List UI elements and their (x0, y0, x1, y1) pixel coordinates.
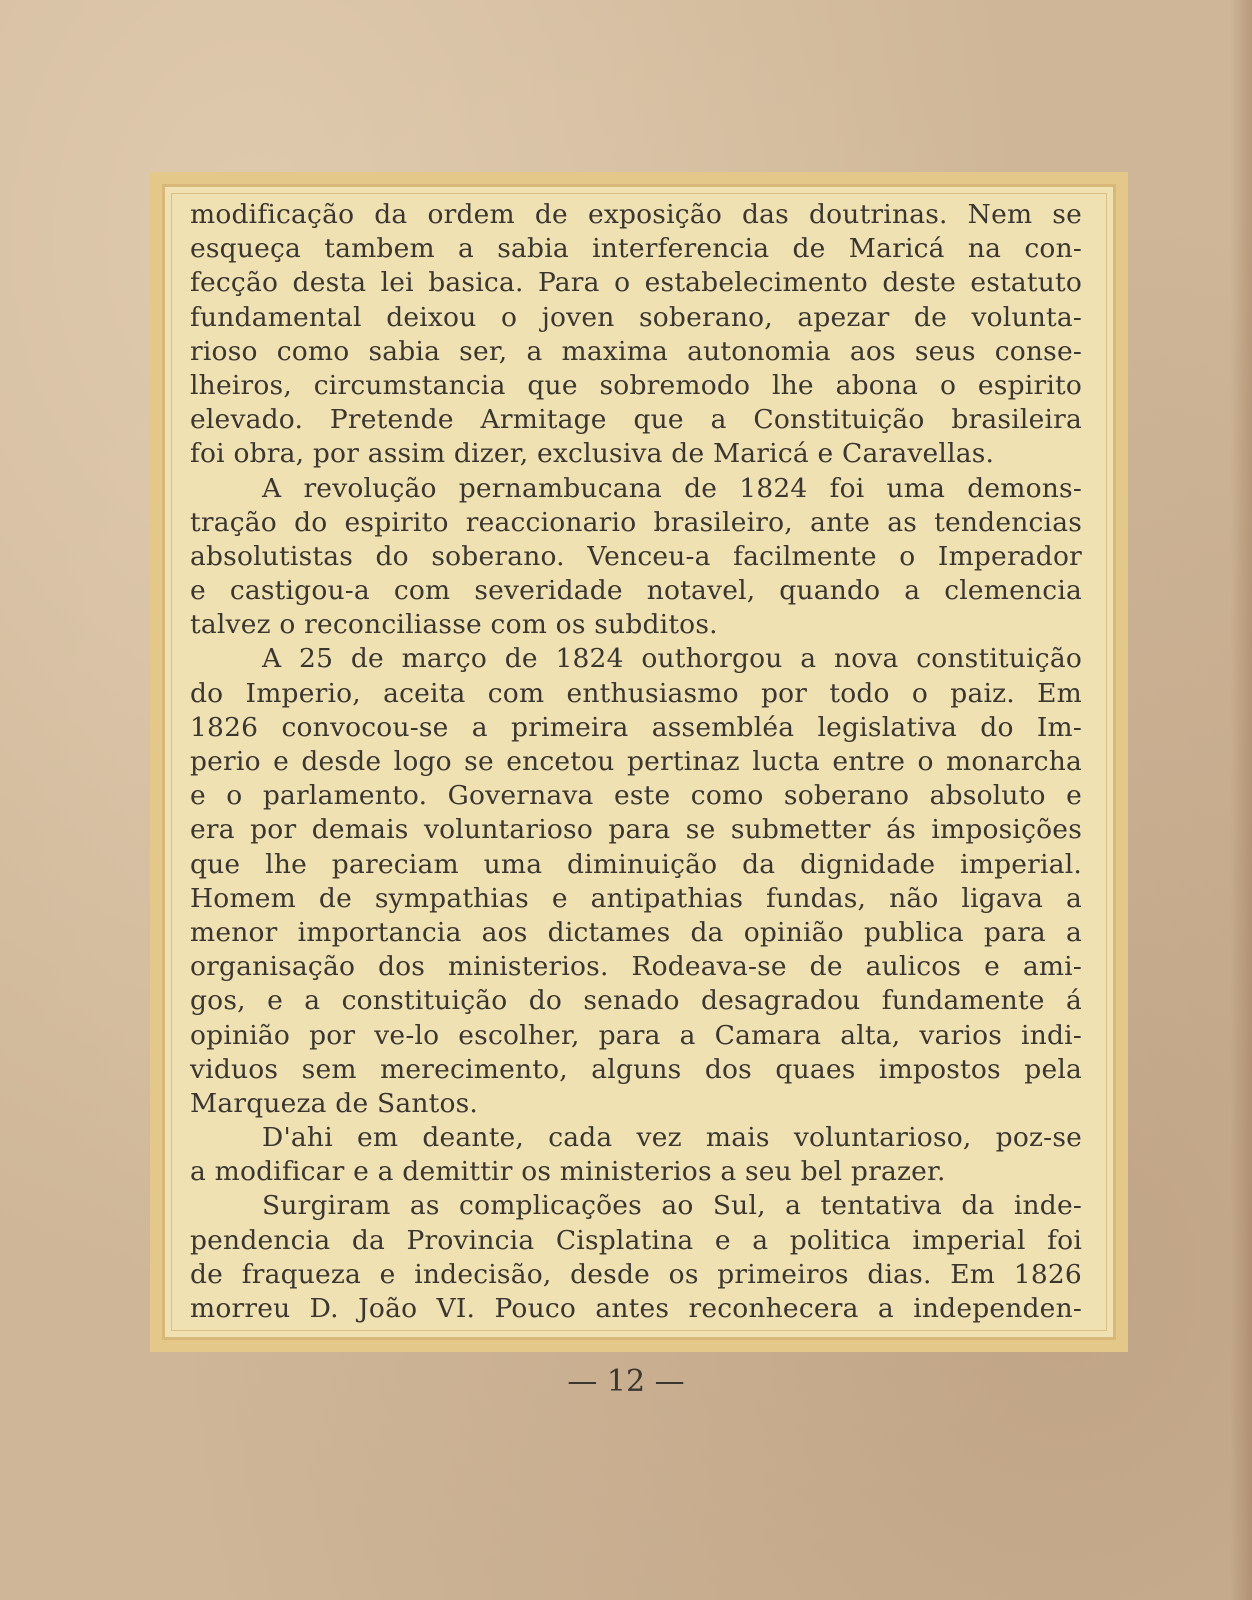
text-line: esqueça tambem a sabia interferencia de Maricá na con- (190, 233, 1082, 265)
text-line: foi obra, por assim dizer, exclusiva de Maricá e Caravellas. (190, 438, 995, 470)
text-line: que lhe pareciam uma diminuição da dignidade imperial. (190, 848, 1082, 880)
text-line: tração do espirito reaccionario brasileiro, ante as tendencias (190, 506, 1082, 538)
text-line: perio e desde logo se encetou pertinaz lucta entre o monarcha (190, 746, 1082, 777)
text-line: lheiros, circumstancia que sobremodo lhe abona o espirito (190, 369, 1082, 401)
text-line: Homem de sympathias e antipathias fundas, não ligava a (190, 882, 1082, 914)
text-line: A revolução pernambucana de 1824 foi uma demons- (262, 472, 1082, 504)
text-line: rioso como sabia ser, a maxima autonomia aos seus conse- (190, 335, 1082, 367)
text-line: absolutistas do soberano. Venceu-a facilmente o Imperador (190, 540, 1082, 572)
body-text (190, 198, 1082, 1326)
text-line: a modificar e a demittir os ministerios a seu bel prazer. (190, 1156, 946, 1188)
text-line: gos, e a constituição do senado desagradou fundamente á (190, 985, 1082, 1017)
text-line: era por demais voluntarioso para se submetter ás imposições (190, 814, 1082, 846)
text-line: Marqueza de Santos. (190, 1087, 479, 1119)
text-line: Surgiram as complicações ao Sul, a tentativa da inde- (262, 1190, 1082, 1222)
text-line: organisação dos ministerios. Rodeava-se de aulicos e ami- (190, 951, 1082, 983)
text-line: fecção desta lei basica. Para o estabelecimento deste estatuto (190, 267, 1082, 299)
text-line: A 25 de março de 1824 outhorgou a nova constituição (262, 643, 1082, 675)
text-line: elevado. Pretende Armitage que a Constituição brasileira (190, 404, 1082, 436)
text-line: e o parlamento. Governava este como soberano absoluto e (190, 780, 1082, 812)
text-line: modificação da ordem de exposição das doutrinas. Nem se (190, 199, 1082, 230)
text-line: de fraqueza e indecisão, desde os primeiros dias. Em 1826 (190, 1258, 1082, 1290)
text-line: opinião por ve-lo escolher, para a Camara alta, varios indi- (190, 1019, 1082, 1051)
text-line: D'ahi em deante, cada vez mais voluntarioso, poz-se (262, 1122, 1082, 1154)
text-line: fundamental deixou o joven soberano, apezar de volunta- (190, 301, 1082, 333)
page-edge-shadow (1230, 0, 1252, 1600)
text-line: morreu D. João VI. Pouco antes reconhecera a independen- (190, 1293, 1082, 1324)
text-line: pendencia da Provincia Cisplatina e a politica imperial foi (190, 1224, 1082, 1256)
text-line: viduos sem merecimento, alguns dos quaes impostos pela (190, 1053, 1082, 1085)
text-line: e castigou-a com severidade notavel, quando a clemencia (190, 575, 1082, 607)
text-line: do Imperio, aceita com enthusiasmo por todo o paiz. Em (190, 677, 1082, 709)
text-line: 1826 convocou-se a primeira assembléa legislativa do Im- (190, 711, 1082, 743)
text-line: menor importancia aos dictames da opinião publica para a (190, 916, 1082, 948)
page-number: — 12 — (567, 1364, 685, 1399)
text-line: talvez o reconciliasse com os subditos. (190, 609, 718, 641)
